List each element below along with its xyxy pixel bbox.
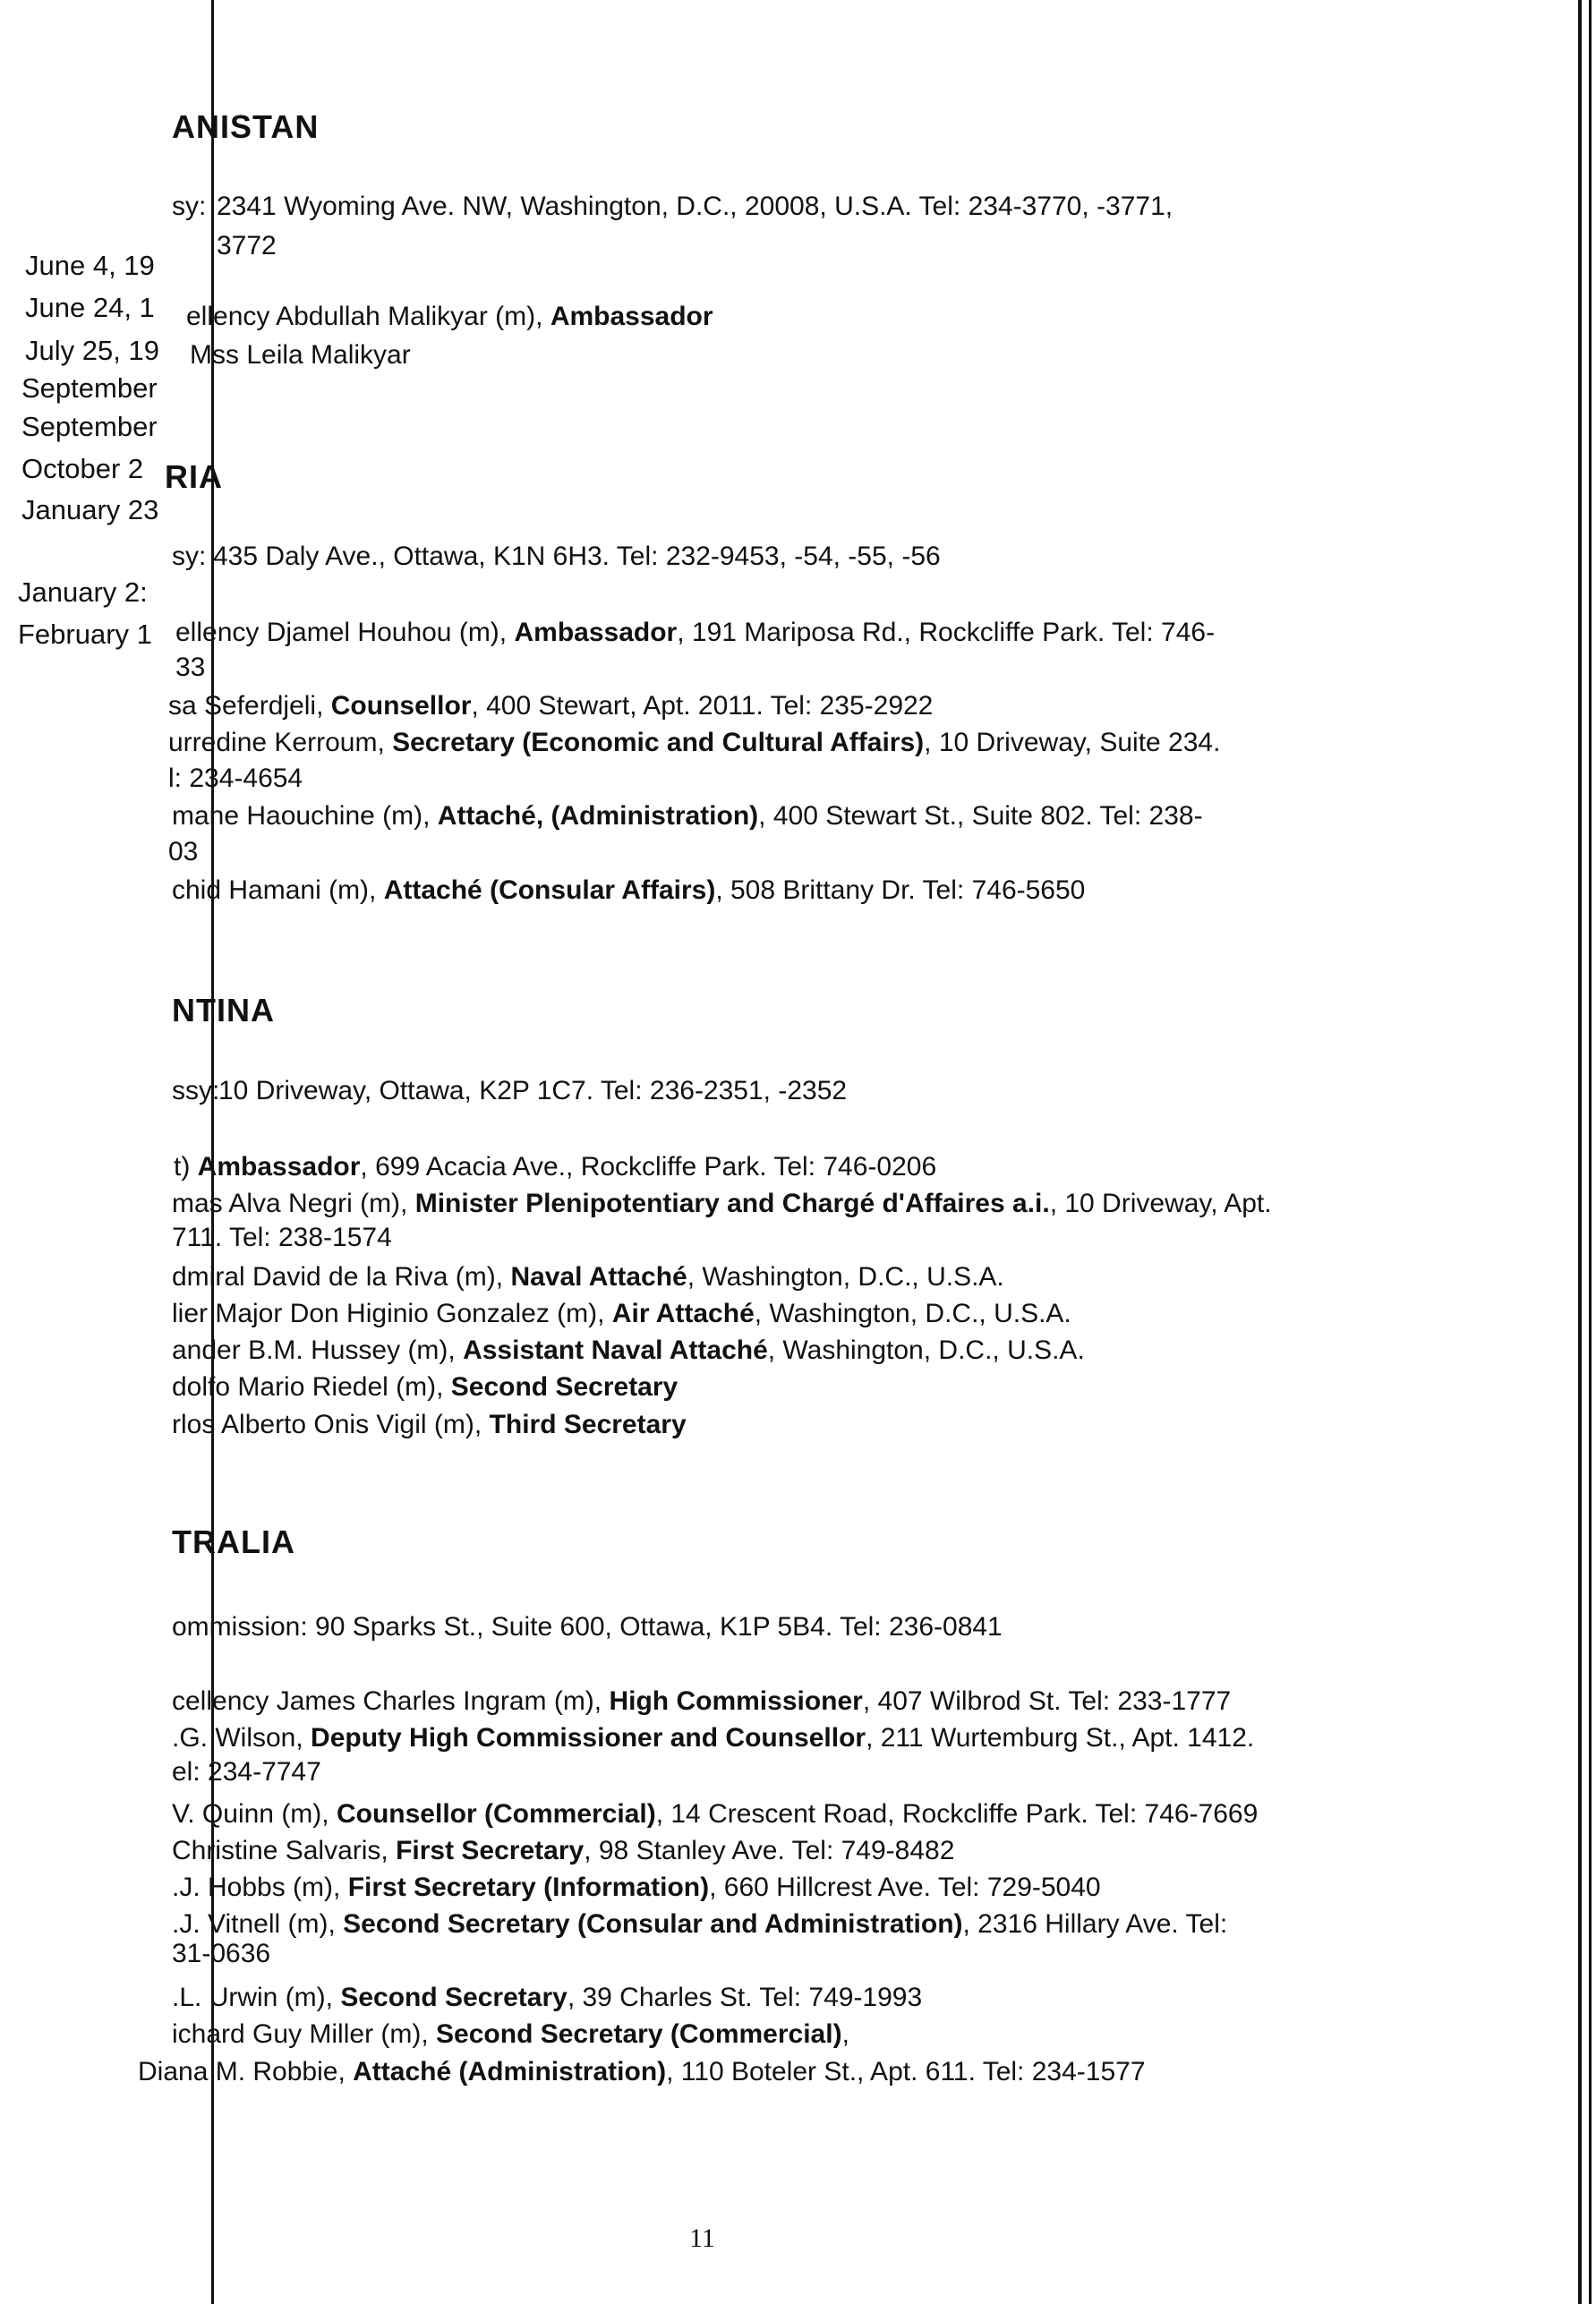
date-4: September	[21, 372, 158, 404]
staff-details: , 508 Brittany Dr. Tel: 746-5650	[715, 875, 1086, 905]
staff-entry-cont: 03	[168, 837, 199, 866]
staff-name: dolfo Mario Riedel (m),	[172, 1372, 451, 1402]
date-3: July 25, 19	[25, 335, 159, 366]
staff-details: , 699 Acacia Ave., Rockcliffe Park. Tel: 746-0206	[360, 1152, 937, 1182]
staff-name: Christine Salvaris,	[172, 1836, 397, 1865]
staff-entry	[172, 1299, 1071, 1329]
staff-entry	[138, 2057, 1146, 2087]
staff-title: Secretary (Economic and Cultural Affairs)	[392, 728, 925, 757]
staff-entry	[172, 1909, 1227, 1940]
staff-name: ss Leila Malikyar	[212, 340, 411, 370]
staff-entry	[168, 728, 1220, 758]
staff-entry	[168, 691, 933, 721]
staff-details: , Washington, D.C., U.S.A.	[754, 1299, 1071, 1328]
staff-details: , 660 Hillcrest Ave. Tel: 729-5040	[709, 1873, 1101, 1902]
staff-entry	[172, 1686, 1231, 1717]
staff-details: , 2316 Hillary Ave. Tel:	[962, 1909, 1228, 1939]
staff-details: , 39 Charles St. Tel: 749-1993	[567, 1983, 923, 2012]
staff-title: Assistant Naval Attaché	[463, 1335, 768, 1365]
staff-entry	[174, 1152, 936, 1182]
staff-details: , 407 Wilbrod St. Tel: 233-1777	[862, 1686, 1232, 1716]
staff-details: , 211 Wurtemburg St., Apt. 1412.	[866, 1723, 1255, 1753]
staff-title: Air Attaché	[611, 1299, 755, 1328]
embassy-address-cont: 3772	[217, 231, 277, 260]
date-9: February 1	[18, 619, 152, 650]
staff-name: ander B.M. Hussey (m),	[172, 1335, 464, 1365]
staff-details: , 110 Boteler St., Apt. 611. Tel: 234-1577	[666, 2057, 1146, 2086]
staff-title: Second Secretary	[450, 1372, 679, 1402]
staff-entry-cont: 33	[175, 653, 206, 682]
staff-name: V. Quinn (m),	[172, 1799, 337, 1829]
staff-title: Minister Plenipotentiary and Chargé d'Affaires a.i.	[414, 1189, 1050, 1218]
date-6: October 2	[21, 453, 144, 484]
staff-name: lier Major Don Higinio Gonzalez (m),	[172, 1299, 612, 1328]
section-heading: TRALIA	[172, 1523, 295, 1560]
staff-details: , 98 Stanley Ave. Tel: 749-8482	[584, 1836, 955, 1865]
staff-details: , 10 Driveway, Apt.	[1049, 1189, 1272, 1218]
address-label: sy:	[172, 192, 207, 221]
staff-entry	[172, 1799, 1258, 1830]
staff-title: Counsellor	[330, 691, 472, 721]
staff-details: ,	[841, 2019, 849, 2049]
staff-details: , Washington, D.C., U.S.A.	[767, 1335, 1085, 1365]
staff-entry-cont: l: 234-4654	[168, 764, 303, 793]
staff-entry	[172, 1372, 678, 1403]
page-number: 11	[689, 2223, 715, 2253]
embassy-address: 10 Driveway, Ottawa, K2P 1C7. Tel: 236-2351, -2352	[218, 1076, 848, 1105]
staff-name: .J. Hobbs (m),	[172, 1873, 348, 1902]
staff-title: Second Secretary (Commercial)	[436, 2019, 842, 2049]
embassy-address: 435 Daly Ave., Ottawa, K1N 6H3. Tel: 232-9453, -54, -55, -56	[213, 542, 941, 571]
staff-details: , 14 Crescent Road, Rockcliffe Park. Tel: 746-7669	[655, 1799, 1259, 1829]
staff-details: , 400 Stewart St., Suite 802. Tel: 238-	[758, 801, 1203, 831]
section-heading: NTINA	[172, 992, 275, 1028]
staff-name: rlos Alberto Onis Vigil (m),	[172, 1410, 490, 1439]
staff-name: mas Alva Negri (m),	[172, 1189, 415, 1218]
embassy-address: 2341 Wyoming Ave. NW, Washington, D.C., 20008, U.S.A. Tel: 234-3770, -3771,	[217, 192, 1174, 221]
staff-name: .G. Wilson,	[172, 1723, 312, 1753]
staff-title: Ambassador	[550, 302, 713, 331]
address-label: ssy:	[172, 1076, 220, 1105]
staff-name: t)	[174, 1152, 198, 1182]
staff-title: Second Secretary	[340, 1983, 568, 2012]
section-heading: RIA	[165, 458, 223, 495]
high-commission-address: ommission: 90 Sparks St., Suite 600, Ottawa, K1P 5B4. Tel: 236-0841	[172, 1612, 1003, 1642]
staff-initial: M	[190, 340, 212, 370]
staff-title: Attaché (Consular Affairs)	[383, 875, 716, 905]
staff-title: Ambassador	[514, 618, 678, 647]
staff-name: dmiral David de la Riva (m),	[172, 1262, 511, 1292]
staff-name: .J. Vitnell (m),	[172, 1909, 344, 1939]
staff-title: First Secretary (Information)	[347, 1873, 710, 1902]
address-label: sy:	[172, 542, 207, 571]
right-page-edge-rule	[1578, 0, 1582, 2304]
staff-title: Naval Attaché	[510, 1262, 687, 1292]
staff-entry-cont: el: 234-7747	[172, 1757, 321, 1787]
date-8: January 2:	[18, 576, 148, 608]
date-5: September	[21, 411, 158, 442]
staff-entry	[172, 2019, 849, 2050]
staff-title: First Secretary	[396, 1836, 585, 1865]
staff-title: Third Secretary	[489, 1410, 687, 1439]
staff-entry-cont: 711. Tel: 238-1574	[172, 1223, 392, 1252]
staff-details: , 400 Stewart, Apt. 2011. Tel: 235-2922	[471, 691, 934, 721]
staff-name: ellency Abdullah Malikyar (m),	[186, 302, 550, 331]
staff-name: mane Haouchine (m),	[172, 801, 438, 831]
staff-entry	[190, 340, 411, 371]
section-heading: ANISTAN	[172, 108, 320, 145]
staff-entry	[172, 1836, 954, 1866]
staff-title: Ambassador	[197, 1152, 361, 1182]
staff-title: Attaché (Administration)	[353, 2057, 667, 2086]
staff-entry	[172, 875, 1085, 906]
staff-entry	[186, 302, 713, 332]
staff-entry	[172, 1335, 1085, 1366]
date-7: January 23	[21, 494, 159, 525]
staff-details: , 191 Mariposa Rd., Rockcliffe Park. Tel: 746-	[677, 618, 1216, 647]
staff-name: cellency James Charles Ingram (m),	[172, 1686, 610, 1716]
date-2: June 24, 1	[25, 292, 155, 323]
staff-details: , Washington, D.C., U.S.A.	[687, 1262, 1004, 1292]
staff-title: Counsellor (Commercial)	[336, 1799, 656, 1829]
staff-name: sa Seferdjeli,	[168, 691, 331, 721]
staff-name: urredine Kerroum,	[168, 728, 393, 757]
staff-title: Attaché, (Administration)	[437, 801, 759, 831]
staff-details: , 10 Driveway, Suite 234.	[924, 728, 1221, 757]
staff-entry	[172, 1189, 1272, 1219]
staff-entry	[172, 801, 1203, 832]
staff-title: Second Secretary (Consular and Administration)	[343, 1909, 963, 1939]
staff-name: Diana M. Robbie,	[138, 2057, 354, 2086]
staff-entry-cont: 31-0636	[172, 1939, 271, 1968]
staff-entry	[172, 1410, 687, 1440]
staff-entry	[172, 1983, 922, 2013]
date-1: June 4, 19	[25, 250, 155, 281]
staff-name: ellency Djamel Houhou (m),	[175, 618, 515, 647]
staff-entry	[172, 1723, 1254, 1754]
staff-name: .L. Urwin (m),	[172, 1983, 341, 2012]
staff-entry	[172, 1262, 1004, 1293]
right-page-edge-rule-2	[1589, 0, 1592, 2304]
staff-entry	[175, 618, 1215, 648]
staff-title: Deputy High Commissioner and Counsellor	[311, 1723, 866, 1753]
staff-name: ichard Guy Miller (m),	[172, 2019, 437, 2049]
staff-name: chid Hamani (m),	[172, 875, 384, 905]
staff-entry	[172, 1873, 1101, 1903]
staff-title: High Commissioner	[609, 1686, 863, 1716]
